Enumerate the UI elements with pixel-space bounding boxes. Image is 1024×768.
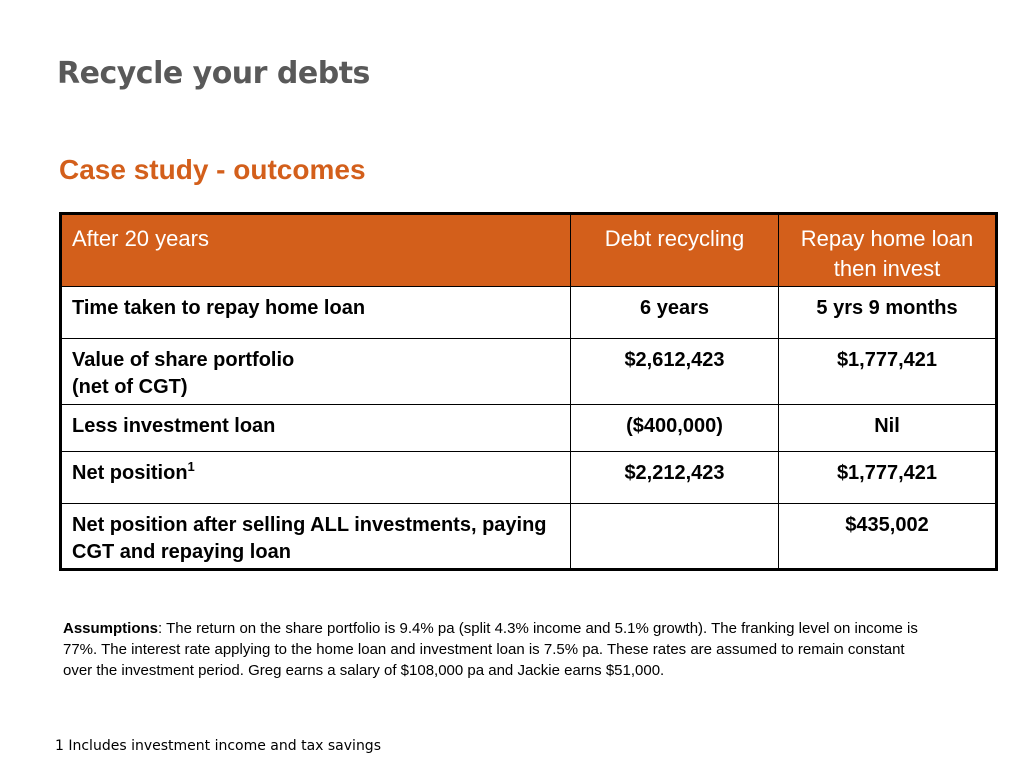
footnote-marker: 1: [187, 459, 195, 474]
row-label: Less investment loan: [61, 405, 571, 452]
header-repay-then-invest: Repay home loan then invest: [779, 214, 997, 287]
assumptions-text: : The return on the share portfolio is 9.4% pa (split 4.3% income and 5.1% growth). The franking level on income is 77%. The interest rate applying to the home loan and investment loan is 7.5% pa. These rates are assumed to remain constant over the investment period. Greg earns a salary of $108,000 pa and Jackie earns $51,000.: [63, 620, 918, 679]
repay-then-invest-value: 5 yrs 9 months: [779, 287, 997, 339]
assumptions-label: Assumptions: [63, 620, 159, 637]
repay-then-invest-value: $1,777,421: [779, 339, 997, 405]
assumptions-note: [63, 618, 923, 681]
repay-then-invest-value: $1,777,421: [779, 452, 997, 504]
table-row: [61, 405, 997, 452]
header-after-20-years: After 20 years: [61, 214, 571, 287]
table-row: [61, 452, 997, 504]
debt-recycling-value: ($400,000): [571, 405, 779, 452]
table-row: [61, 287, 997, 339]
table-row: [61, 504, 997, 570]
header-debt-recycling: Debt recycling: [571, 214, 779, 287]
debt-recycling-value: $2,612,423: [571, 339, 779, 405]
repay-then-invest-value: $435,002: [779, 504, 997, 570]
table-row: [61, 339, 997, 405]
row-label: Net position after selling ALL investments, paying CGT and repaying loan: [61, 504, 571, 570]
debt-recycling-value: 6 years: [571, 287, 779, 339]
row-label: Net position$^1$: [61, 452, 571, 504]
debt-recycling-value: [571, 504, 779, 570]
footnote: 1 Includes investment income and tax savings: [55, 738, 381, 754]
row-label: Value of share portfolio (net of CGT): [61, 339, 571, 405]
slide-title: Recycle your debts: [57, 56, 370, 91]
repay-then-invest-value: Nil: [779, 405, 997, 452]
table-header-row: [61, 214, 997, 287]
debt-recycling-value: $2,212,423: [571, 452, 779, 504]
outcomes-table: [59, 212, 998, 571]
row-label: Time taken to repay home loan: [61, 287, 571, 339]
section-subtitle: Case study - outcomes: [59, 154, 366, 185]
